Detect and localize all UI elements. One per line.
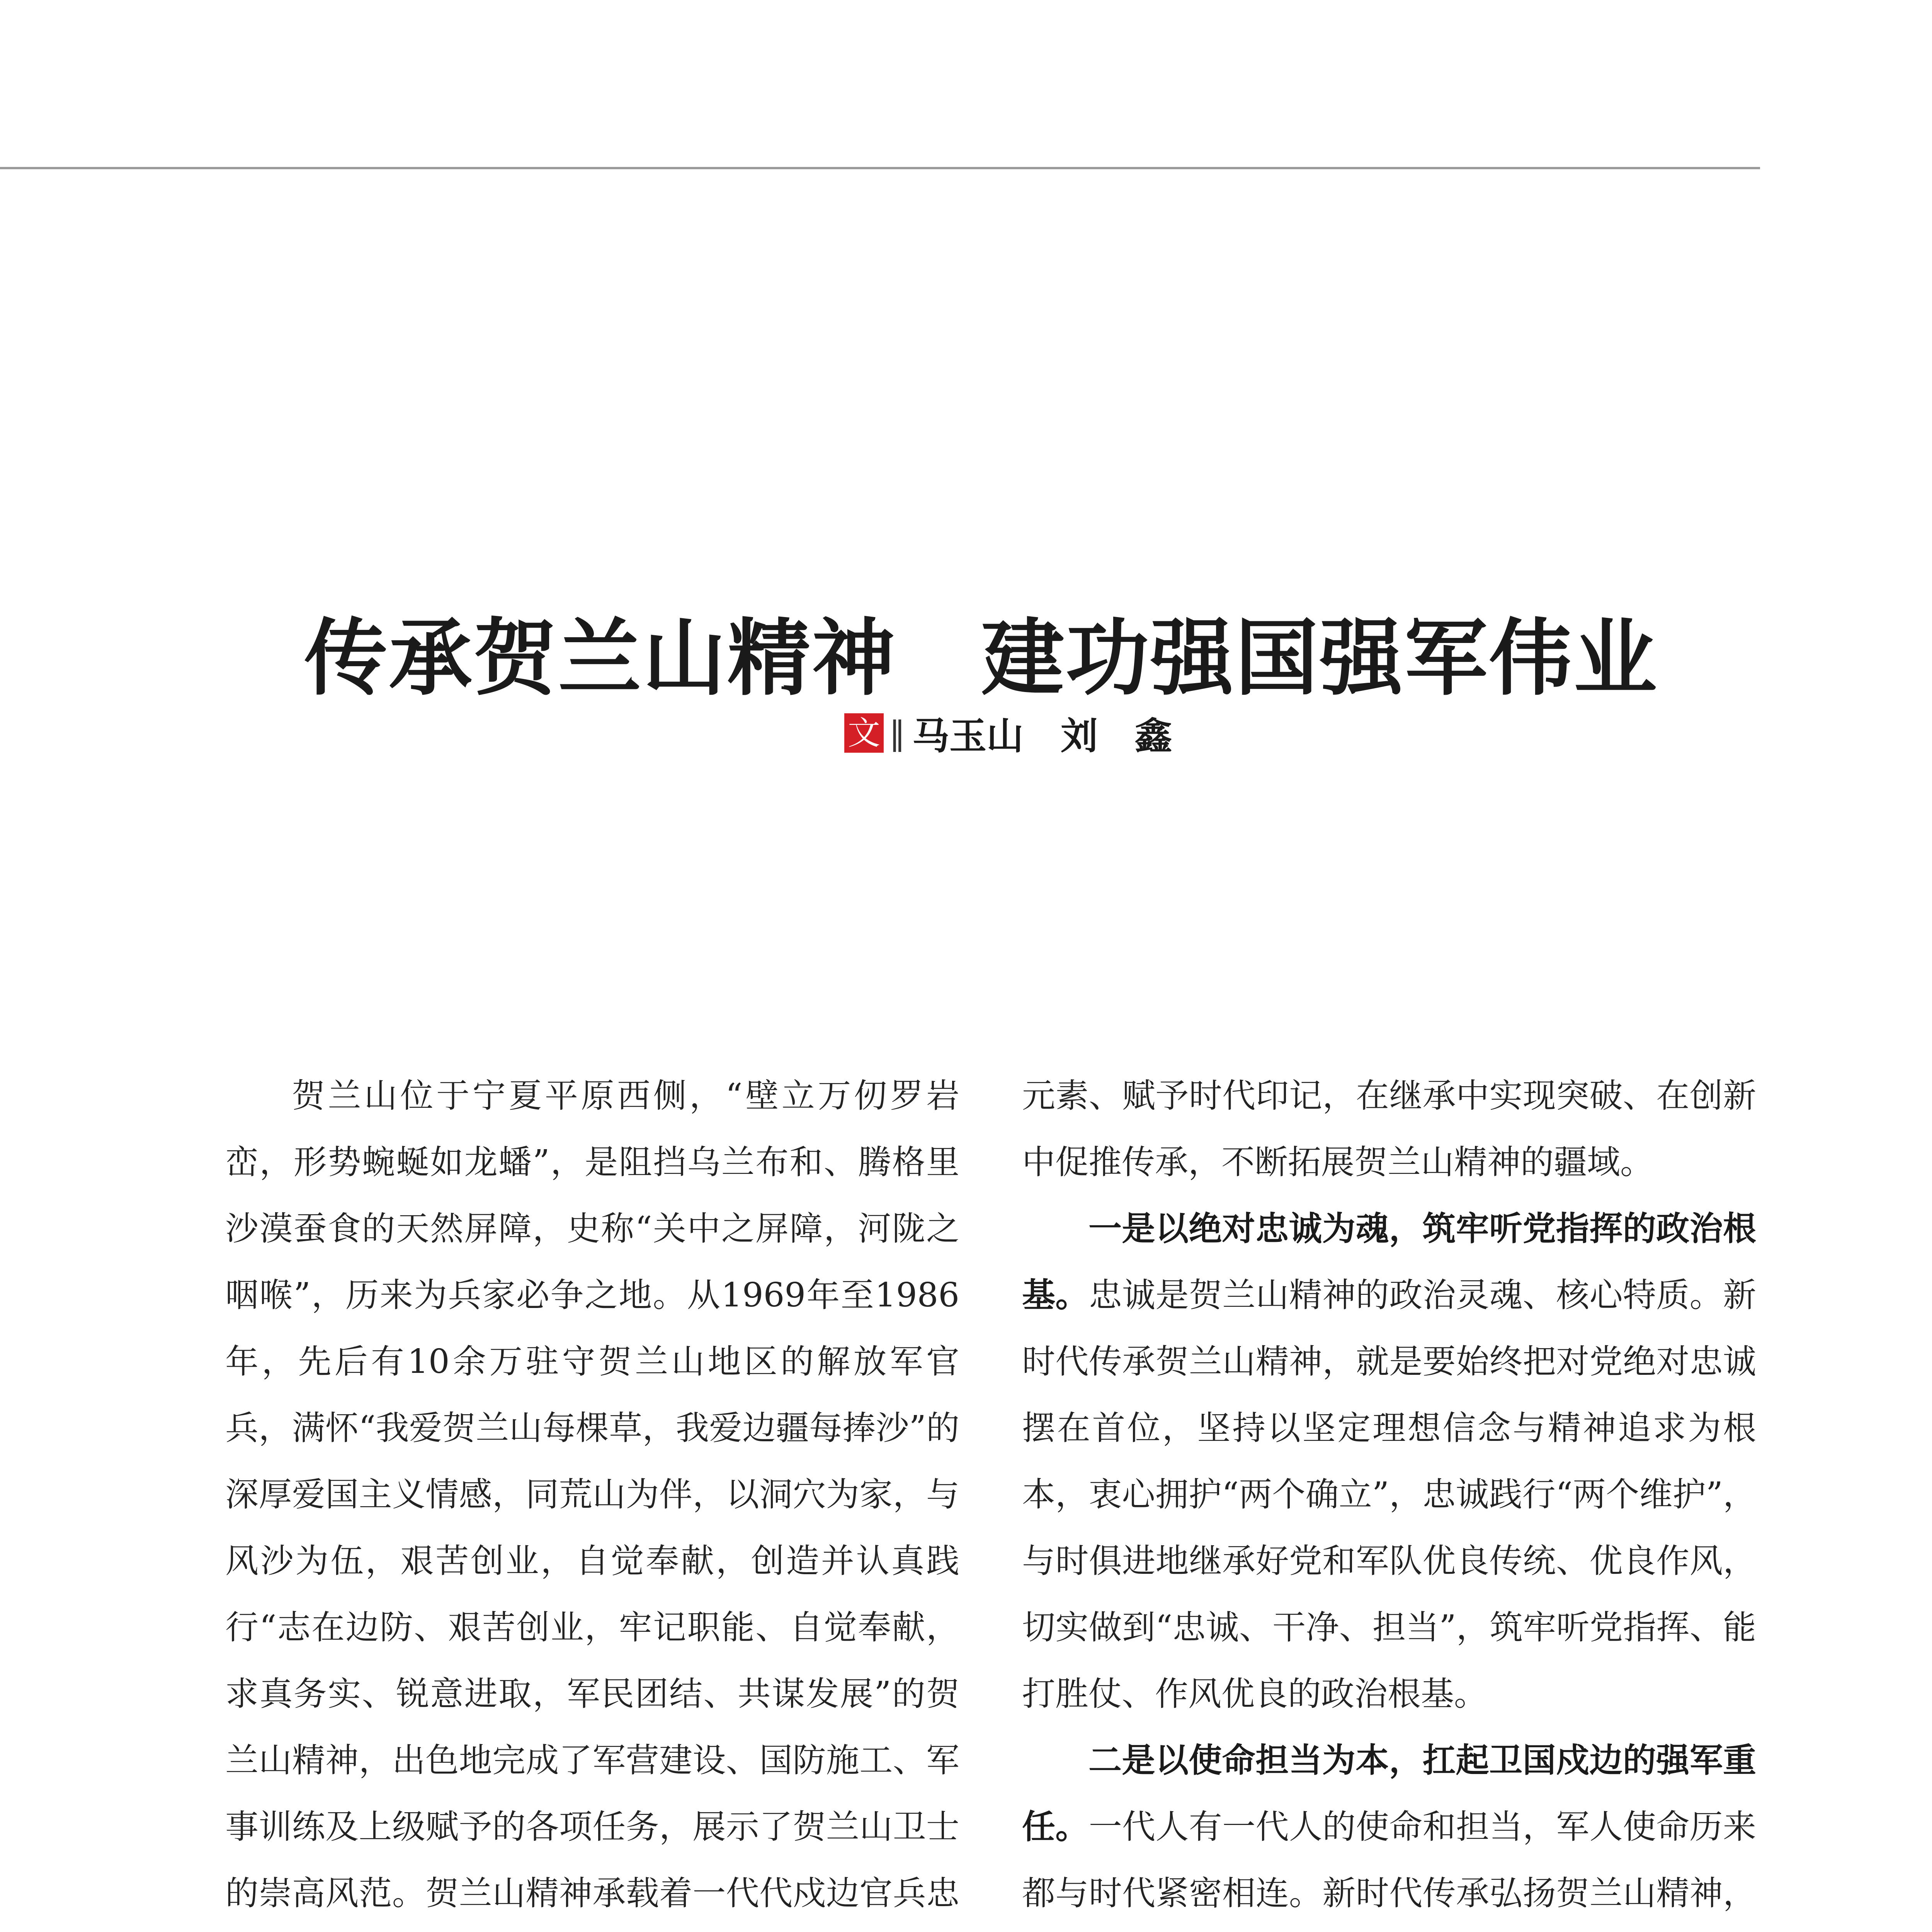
article-title: 传承贺兰山精神 建功强国强军伟业 xyxy=(304,610,1658,707)
byline-mark: 文 xyxy=(844,713,884,753)
point-2-lead: 二是以使命担当为本，扛起卫国戍边的强军重任。 xyxy=(1022,1741,1756,1846)
left-column xyxy=(225,1063,959,1932)
continuation-paragraph: 元素、赋予时代印记，在继承中实现突破、在创新中促推传承，不断拓展贺兰山精神的疆域。 xyxy=(1022,1077,1756,1182)
point-1-paragraph xyxy=(1022,1196,1756,1727)
point-1-lead: 一是以绝对忠诚为魂，筑牢听党指挥的政治根基。 xyxy=(1022,1209,1756,1315)
intro-paragraph: 贺兰山位于宁夏平原西侧，“壁立万仞罗岩峦，形势蜿蜒如龙蟠”，是阻挡乌兰布和、腾格里沙漠蚕食的天然屏障，史称“关中之屏障，河陇之咽喉”，历来为兵家必争之地。从1969年至1986年，先后有10余万驻守贺兰山地区的解放军官兵，满怀“我爱贺兰山每棵草，我爱边疆每捧沙”的深厚爱国主义情感，同荒山为伴，以洞穴为家，与风沙为伍，艰苦创业，自觉奉献，创造并认真践行“志在边防、艰苦创业，牢记职能、自觉奉献，求真务实、锐意进取，军民团结、共谋发展”的贺兰山精神，出色地完成了军营建设、国防施工、军事训练及上级赋予的各项任务，展示了贺兰山卫士的崇高风范。贺兰山精神承载着一代代戍边官兵忠 xyxy=(225,1077,959,1913)
point-2-text: 一代人有一代人的使命和担当，军人使命历来都与时代紧密相连。新时代传承弘扬贺兰山精神， xyxy=(1022,1808,1757,1913)
byline-authors: 马玉山 刘 鑫 xyxy=(912,714,1172,758)
header-rule xyxy=(0,167,1760,169)
byline-separator: ‖ xyxy=(889,714,905,752)
point-2-paragraph xyxy=(1022,1727,1756,1932)
byline xyxy=(844,712,1172,758)
right-column xyxy=(1022,1063,1756,1932)
point-1-text: 忠诚是贺兰山精神的政治灵魂、核心特质。新时代传承贺兰山精神，就是要始终把对党绝对忠诚摆在首位，坚持以坚定理想信念与精神追求为根本，衷心拥护“两个确立”，忠诚践行“两个维护”，与时俱进地继承好党和军队优良传统、优良作风，切实做到“忠诚、干净、担当”，筑牢听党指挥、能打胜仗、作风优良的政治根基。 xyxy=(1022,1276,1757,1713)
